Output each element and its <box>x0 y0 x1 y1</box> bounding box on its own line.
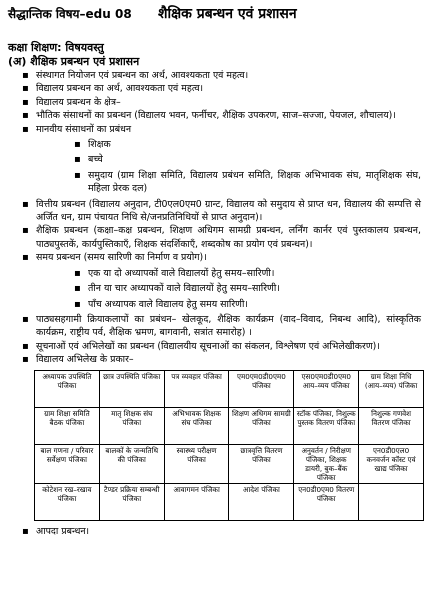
table-cell: अभिभावक शिक्षक संघ पंजिका <box>164 407 229 444</box>
main-list-continued <box>8 198 421 265</box>
table-cell: स्वास्थ्य परीक्षण पंजिका <box>164 444 229 483</box>
list-item: ▪ बच्चे <box>8 153 421 166</box>
records-table <box>34 370 424 521</box>
list-item: ▪ विद्यालय प्रबन्धन का अर्थ, आवश्यकता एवं महत्व। <box>8 82 421 95</box>
table-row <box>35 483 424 520</box>
table-cell: निशुल्क गणवेश वितरण पंजिका <box>359 407 424 444</box>
table-cell: आवागमन पंजिका <box>164 483 229 520</box>
list-item: ▪ भौतिक संसाधनों का प्रबन्धन (विद्यालय भवन, फर्नीचर, शैक्षिक उपकरण, साज–सज्जा, पेयजल, शौचालय)। <box>8 109 421 122</box>
table-cell: छात्र उपस्थिति पंजिका <box>99 370 164 407</box>
list-item: ▪ तीन या चार अध्यापकों वाले विद्यालयों हेतु समय–सारिणी। <box>8 282 421 295</box>
list-item: ▪ आपदा प्रबन्धन। <box>8 525 421 538</box>
table-cell: एन0डी0एम0 वितरण पंजिका <box>294 483 359 520</box>
final-list <box>8 525 421 538</box>
table-cell: अध्यापक उपस्थिति पंजिका <box>35 370 100 407</box>
table-cell: टैण्डर प्रक्रिया सम्बन्धी पंजिका <box>99 483 164 520</box>
timetable-list <box>8 267 421 311</box>
main-list-continued-2 <box>8 313 421 367</box>
table-cell: ग्राम शिक्षा निधि (आय–व्यय) पंजिका <box>359 370 424 407</box>
table-cell: स्टॉक पंजिका, निशुल्क पुस्तक वितरण पंजिका <box>294 407 359 444</box>
table-cell: कोटेशन रख–रखाव पंजिका <box>35 483 100 520</box>
table-cell: आदेश पंजिका <box>229 483 294 520</box>
table-cell: एन0डी0एल0 कनवर्जन कॉस्ट एवं खाद्य पंजिका <box>359 444 424 483</box>
list-item: ▪ विद्यालय प्रबन्धन के क्षेत्र– <box>8 96 421 109</box>
table-row <box>35 407 424 444</box>
table-cell: एस0एम0डी0एम0 आय–व्यय पंजिका <box>294 370 359 407</box>
subject-code: सैद्धान्तिक विषय–edu 08 <box>8 7 132 21</box>
table-cell: एम0एम0डी0एम0 पंजिका <box>229 370 294 407</box>
list-item: ▪ वित्तीय प्रबन्धन (विद्यालय अनुदान, टी0एल0एम0 ग्रान्ट, विद्यालय को समुदाय से प्राप्त धन, विद्यालय की सम्पत्ति से अर्जित धन, ग्राम पंचायत निधि से/जनप्रतिनिधियों से प्राप्त अनुदान)। <box>8 198 421 225</box>
table-row <box>35 370 424 407</box>
list-item: ▪ पाँच अध्यापक वाले विद्यालय हेतु समय सारिणी। <box>8 298 421 311</box>
list-item: ▪ समय प्रबन्धन (समय सारिणी का निर्माण व प्रयोग)। <box>8 251 421 264</box>
list-item: ▪ एक या दो अध्यापकों वाले विद्यालयों हेतु समय–सारिणी। <box>8 267 421 280</box>
table-cell: बाल गणना / परिवार सर्वेक्षण पंजिका <box>35 444 100 483</box>
page-header <box>8 3 421 31</box>
list-item: ▪ समुदाय (ग्राम शिक्षा समिति, विद्यालय प्रबंधन समिति, शिक्षक अभिभावक संघ, मातृशिक्षक संघ, महिला प्रेरक दल) <box>8 169 421 196</box>
table-cell: ग्राम शिक्षा समिति बैठक पंजिका <box>35 407 100 444</box>
list-item: ▪ सूचनाओं एवं अभिलेखों का प्रबन्धन (विद्यालयीय सूचनाओं का संकलन, विश्लेषण एवं अभिलेखीकरण)। <box>8 340 421 353</box>
table-cell <box>359 483 424 520</box>
page-title: शैक्षिक प्रबन्धन एवं प्रशासन <box>158 6 297 22</box>
table-cell: मातृ शिक्षक संघ पंजिका <box>99 407 164 444</box>
table-cell: छात्रवृत्ति वितरण पंजिका <box>229 444 294 483</box>
section-title: कक्षा शिक्षण: विषयवस्तु <box>8 41 104 54</box>
section-subtitle: (अ) शैक्षिक प्रबन्धन एवं प्रशासन <box>8 55 140 68</box>
list-item: ▪ शैक्षिक प्रबन्धन (कक्षा–कक्ष प्रबन्धन, शिक्षण अधिगम सामग्री प्रबन्धन, लर्निंग कार्नर एवं पुस्तकालय प्रबन्धन, पाठ्यपुस्तकें, कार्यपुस्तिकाएँ, शिक्षक संदर्शिकाएँ, शब्दकोष का प्रयोग एवं प्रबन्धन)। <box>8 224 421 251</box>
list-item: ▪ पाठ्यसहगामी क्रियाकलापों का प्रबंधन– खेलकूद, शैक्षिक कार्यक्रम (वाद–विवाद, निबन्ध आदि), सांस्कृतिक कार्यक्रम, राष्ट्रीय पर्व, शैक्षिक भ्रमण, बागवानी, सत्रांत समारोह) । <box>8 313 421 340</box>
table-cell: शिक्षण अधिगम सामग्री पंजिका <box>229 407 294 444</box>
main-list <box>8 69 421 136</box>
list-item: ▪ विद्यालय अभिलेख के प्रकार– <box>8 353 421 366</box>
table-cell: अनुवर्तन / निरीक्षण पंजिका, शिक्षक डायरी, बुक–बैंक पंजिका <box>294 444 359 483</box>
human-resources-list <box>8 138 421 196</box>
list-item: ▪ मानवीय संसाधनों का प्रबंधन <box>8 123 421 136</box>
list-item: ▪ संस्थागत नियोजन एवं प्रबन्धन का अर्थ, आवश्यकता एवं महत्व। <box>8 69 421 82</box>
list-item: ▪ शिक्षक <box>8 138 421 151</box>
table-cell: बालकों के जन्मतिथि की पंजिका <box>99 444 164 483</box>
table-row <box>35 444 424 483</box>
table-cell: पत्र व्यवहार पंजिका <box>164 370 229 407</box>
